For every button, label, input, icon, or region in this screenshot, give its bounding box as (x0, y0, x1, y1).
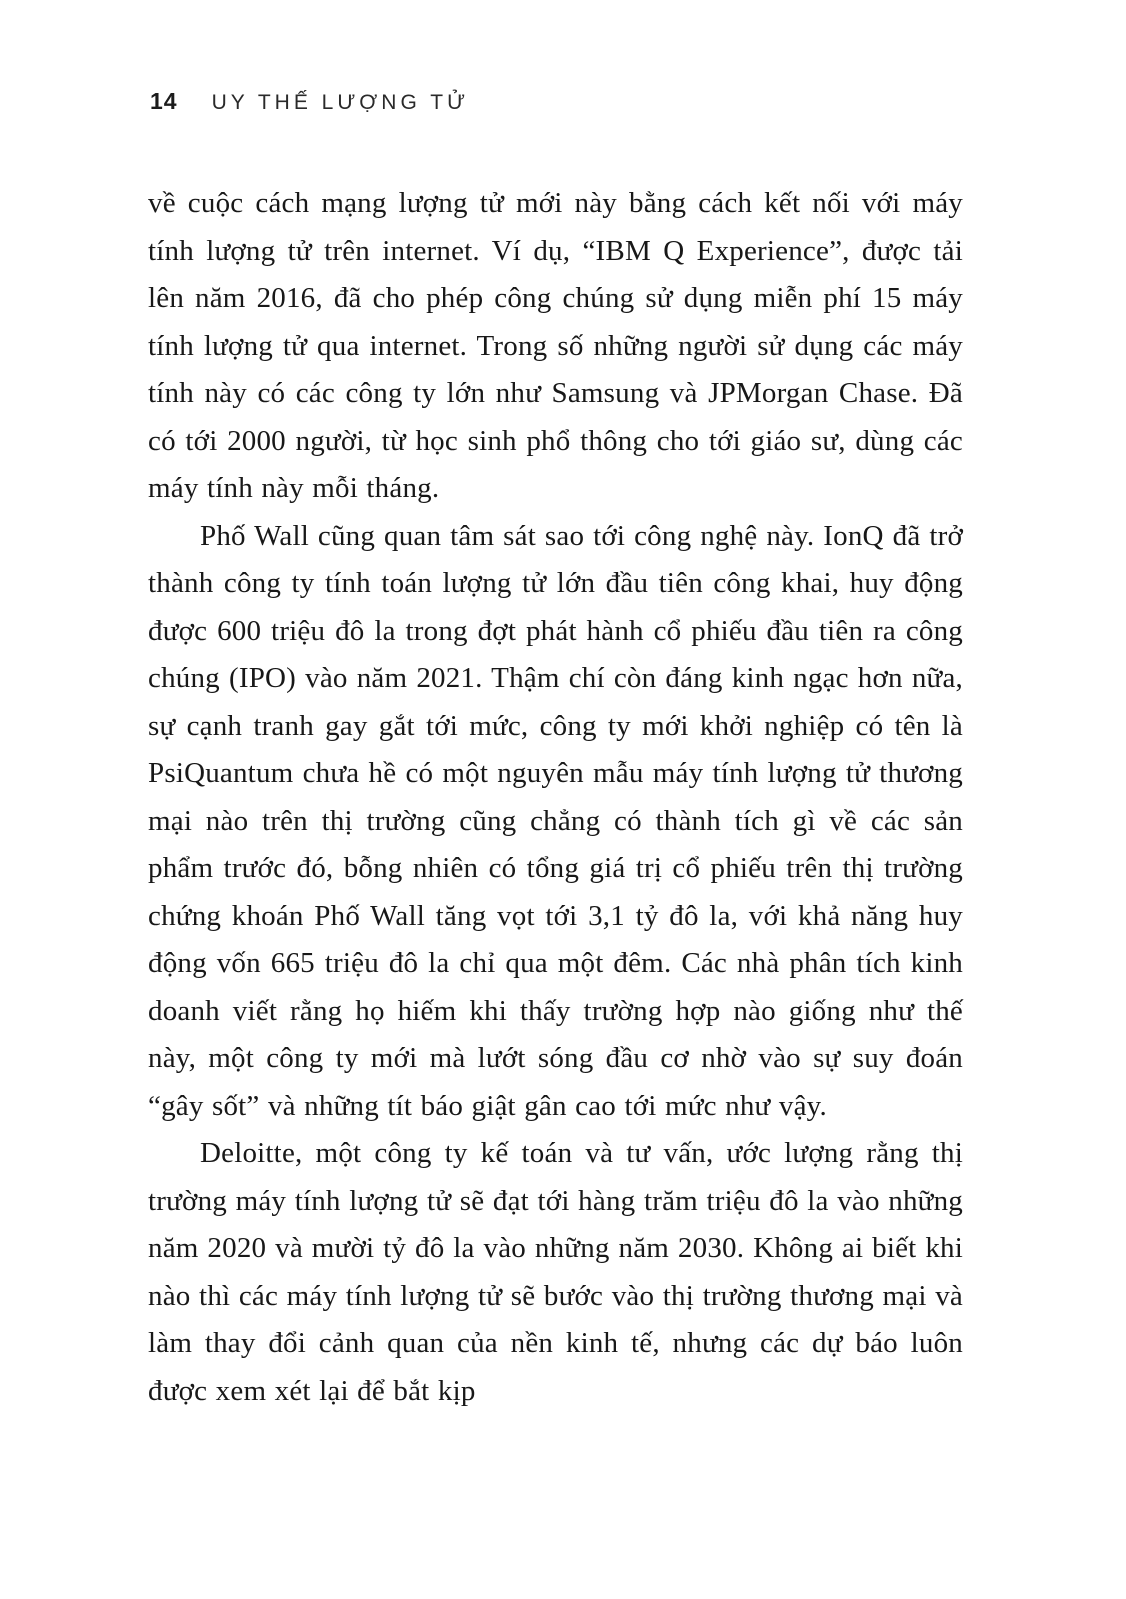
paragraph-deloitte: Deloitte, một công ty kế toán và tư vấn, ước lượng rằng thị trường máy tính lượng tử sẽ đạt tới hàng trăm triệu đô la vào những năm 2020 và mười tỷ đô la vào những năm 2030. Không ai biết khi nào thì các máy tính lượng tử sẽ bước vào thị trường thương mại và làm thay đổi cảnh quan của nền kinh tế, nhưng các dự báo luôn được xem xét lại để bắt kịp (148, 1137, 963, 1407)
page-body (148, 180, 963, 1415)
page-number: 14 (150, 88, 178, 114)
paragraph-wall-street: Phố Wall cũng quan tâm sát sao tới công nghệ này. IonQ đã trở thành công ty tính toán lượng tử lớn đầu tiên công khai, huy động được 600 triệu đô la trong đợt phát hành cổ phiếu đầu tiên ra công chúng (IPO) vào năm 2021. Thậm chí còn đáng kinh ngạc hơn nữa, sự cạnh tranh gay gắt tới mức, công ty mới khởi nghiệp có tên là PsiQuantum chưa hề có một nguyên mẫu máy tính lượng tử thương mại nào trên thị trường cũng chẳng có thành tích gì về các sản phẩm trước đó, bỗng nhiên có tổng giá trị cổ phiếu trên thị trường chứng khoán Phố Wall tăng vọt tới 3,1 tỷ đô la, với khả năng huy động vốn 665 triệu đô la chỉ qua một đêm. Các nhà phân tích kinh doanh viết rằng họ hiếm khi thấy trường hợp nào giống như thế này, một công ty mới mà lướt sóng đầu cơ nhờ vào sự suy đoán “gây sốt” và những tít báo giật gân cao tới mức như vậy. (148, 519, 963, 1122)
paragraph-continuation: về cuộc cách mạng lượng tử mới này bằng cách kết nối với máy tính lượng tử trên internet. Ví dụ, “IBM Q Experience”, được tải lên năm 2016, đã cho phép công chúng sử dụng miễn phí 15 máy tính lượng tử qua internet. Trong số những người sử dụng các máy tính này có các công ty lớn như Samsung và JPMorgan Chase. Đã có tới 2000 người, từ học sinh phổ thông cho tới giáo sư, dùng các máy tính này mỗi tháng. (148, 187, 963, 504)
running-header (150, 88, 961, 115)
running-title: UY THẾ LƯỢNG TỬ (211, 91, 470, 114)
